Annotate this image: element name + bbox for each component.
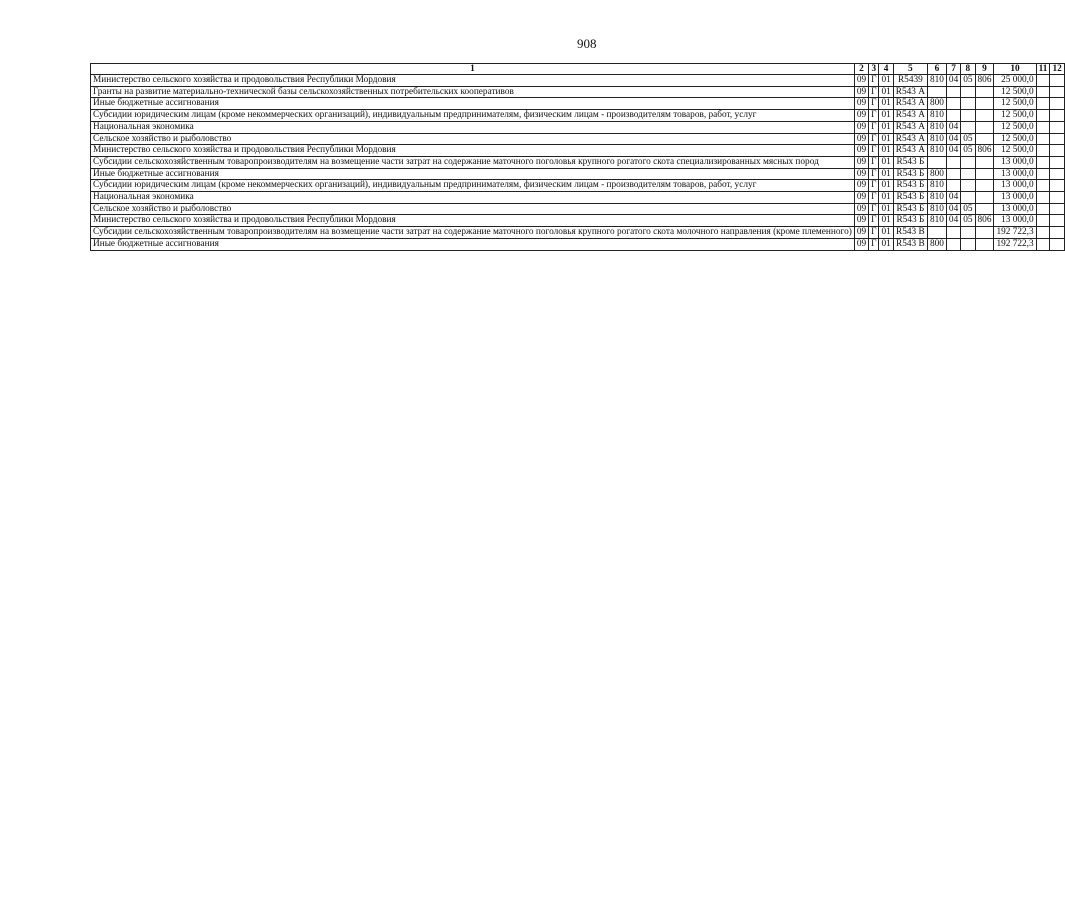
row-name: Субсидии юридическим лицам (кроме некоммерческих организаций), индивидуальным предпринимателям, физическим лицам - производителям товаров, работ, услуг <box>91 180 855 192</box>
col-2-cell: 09 <box>854 121 868 133</box>
col-9-cell <box>975 133 994 145</box>
col-2-cell: 09 <box>854 192 868 204</box>
col-4-cell: 01 <box>879 133 893 145</box>
col-3-cell: Г <box>869 145 879 157</box>
col-9-cell <box>975 238 994 250</box>
table-row <box>91 75 1065 87</box>
col-5-cell: R5439 <box>893 75 927 87</box>
col-4-cell: 01 <box>879 168 893 180</box>
table-row <box>91 121 1065 133</box>
col-9-cell: 806 <box>975 145 994 157</box>
col-4-cell: 01 <box>879 203 893 215</box>
col-11-cell <box>1036 215 1050 227</box>
col-4-cell: 01 <box>879 75 893 87</box>
row-name: Сельское хозяйство и рыболовство <box>91 133 855 145</box>
col-2-cell: 09 <box>854 133 868 145</box>
amount-cell: 12 500,0 <box>994 121 1036 133</box>
col-7-cell: 04 <box>946 192 960 204</box>
col-8-cell <box>961 86 975 98</box>
col-2-cell: 09 <box>854 203 868 215</box>
col-2-cell: 09 <box>854 75 868 87</box>
col-9-cell <box>975 156 994 168</box>
col-5-cell: R543 А <box>893 121 927 133</box>
col-6-cell <box>927 156 946 168</box>
col-9-cell <box>975 227 994 239</box>
col-6-cell: 810 <box>927 203 946 215</box>
col-6-cell <box>927 86 946 98</box>
col-8-cell <box>961 192 975 204</box>
amount-cell: 13 000,0 <box>994 156 1036 168</box>
col-header-2: 2 <box>854 64 868 75</box>
col-6-cell: 810 <box>927 145 946 157</box>
col-4-cell: 01 <box>879 145 893 157</box>
col-2-cell: 09 <box>854 215 868 227</box>
col-5-cell: R543 Б <box>893 180 927 192</box>
col-2-cell: 09 <box>854 98 868 110</box>
amount-cell: 13 000,0 <box>994 180 1036 192</box>
col-3-cell: Г <box>869 121 879 133</box>
col-4-cell: 01 <box>879 156 893 168</box>
table-row <box>91 203 1065 215</box>
col-header-12: 12 <box>1050 64 1064 75</box>
col-11-cell <box>1036 121 1050 133</box>
col-5-cell: R543 Б <box>893 203 927 215</box>
amount-cell: 12 500,0 <box>994 145 1036 157</box>
table-row <box>91 98 1065 110</box>
col-4-cell: 01 <box>879 227 893 239</box>
col-2-cell: 09 <box>854 145 868 157</box>
row-name: Гранты на развитие материально-технической базы сельскохозяйственных потребительских кооперативов <box>91 86 855 98</box>
row-name: Национальная экономика <box>91 121 855 133</box>
col-4-cell: 01 <box>879 215 893 227</box>
amount-cell: 13 000,0 <box>994 168 1036 180</box>
col-8-cell: 05 <box>961 75 975 87</box>
row-name: Министерство сельского хозяйства и продовольствия Республики Мордовия <box>91 75 855 87</box>
col-4-cell: 01 <box>879 98 893 110</box>
col-4-cell: 01 <box>879 238 893 250</box>
col-11-cell <box>1036 192 1050 204</box>
col-5-cell: R543 Б <box>893 168 927 180</box>
col-9-cell <box>975 121 994 133</box>
col-7-cell: 04 <box>946 75 960 87</box>
amount-cell: 192 722,3 <box>994 227 1036 239</box>
col-6-cell: 810 <box>927 192 946 204</box>
col-7-cell <box>946 110 960 122</box>
col-12-cell <box>1050 238 1064 250</box>
col-12-cell <box>1050 227 1064 239</box>
table-row <box>91 110 1065 122</box>
col-7-cell <box>946 98 960 110</box>
table-row <box>91 192 1065 204</box>
col-6-cell: 800 <box>927 168 946 180</box>
col-3-cell: Г <box>869 168 879 180</box>
col-9-cell: 806 <box>975 75 994 87</box>
col-11-cell <box>1036 86 1050 98</box>
col-6-cell <box>927 227 946 239</box>
col-header-9: 9 <box>975 64 994 75</box>
col-7-cell: 04 <box>946 145 960 157</box>
col-12-cell <box>1050 98 1064 110</box>
col-7-cell <box>946 180 960 192</box>
col-header-8: 8 <box>961 64 975 75</box>
col-11-cell <box>1036 180 1050 192</box>
col-3-cell: Г <box>869 227 879 239</box>
col-11-cell <box>1036 110 1050 122</box>
col-12-cell <box>1050 75 1064 87</box>
col-2-cell: 09 <box>854 156 868 168</box>
col-3-cell: Г <box>869 215 879 227</box>
col-11-cell <box>1036 227 1050 239</box>
amount-cell: 192 722,3 <box>994 238 1036 250</box>
col-12-cell <box>1050 145 1064 157</box>
col-7-cell <box>946 168 960 180</box>
col-3-cell: Г <box>869 156 879 168</box>
col-5-cell: R543 А <box>893 133 927 145</box>
col-8-cell <box>961 238 975 250</box>
col-12-cell <box>1050 215 1064 227</box>
col-8-cell <box>961 121 975 133</box>
col-6-cell: 810 <box>927 133 946 145</box>
table-row <box>91 156 1065 168</box>
col-8-cell <box>961 227 975 239</box>
col-3-cell: Г <box>869 133 879 145</box>
col-8-cell: 05 <box>961 203 975 215</box>
col-12-cell <box>1050 121 1064 133</box>
col-12-cell <box>1050 192 1064 204</box>
amount-cell: 13 000,0 <box>994 203 1036 215</box>
col-9-cell: 806 <box>975 215 994 227</box>
col-6-cell: 810 <box>927 180 946 192</box>
col-3-cell: Г <box>869 238 879 250</box>
col-5-cell: R543 В <box>893 238 927 250</box>
col-5-cell: R543 А <box>893 110 927 122</box>
amount-cell: 12 500,0 <box>994 110 1036 122</box>
col-7-cell <box>946 156 960 168</box>
col-5-cell: R543 В <box>893 227 927 239</box>
col-8-cell: 05 <box>961 145 975 157</box>
row-name: Субсидии сельскохозяйственным товаропроизводителям на возмещение части затрат на содержание маточного поголовья крупного рогатого скота молочного направления (кроме племенного) <box>91 227 855 239</box>
col-6-cell: 800 <box>927 238 946 250</box>
col-8-cell <box>961 110 975 122</box>
col-3-cell: Г <box>869 203 879 215</box>
col-2-cell: 09 <box>854 180 868 192</box>
col-3-cell: Г <box>869 110 879 122</box>
col-5-cell: R543 А <box>893 98 927 110</box>
col-5-cell: R543 Б <box>893 192 927 204</box>
budget-table <box>90 63 1065 251</box>
col-header-6: 6 <box>927 64 946 75</box>
col-5-cell: R543 Б <box>893 156 927 168</box>
col-header-10: 10 <box>994 64 1036 75</box>
col-5-cell: R543 А <box>893 145 927 157</box>
col-3-cell: Г <box>869 98 879 110</box>
col-8-cell <box>961 180 975 192</box>
col-header-11: 11 <box>1036 64 1050 75</box>
col-7-cell: 04 <box>946 121 960 133</box>
col-7-cell <box>946 227 960 239</box>
row-name: Министерство сельского хозяйства и продовольствия Республики Мордовия <box>91 145 855 157</box>
col-11-cell <box>1036 203 1050 215</box>
table-row <box>91 180 1065 192</box>
col-11-cell <box>1036 156 1050 168</box>
row-name: Национальная экономика <box>91 192 855 204</box>
col-8-cell <box>961 168 975 180</box>
col-8-cell <box>961 156 975 168</box>
amount-cell: 13 000,0 <box>994 215 1036 227</box>
col-9-cell <box>975 180 994 192</box>
col-5-cell: R543 Б <box>893 215 927 227</box>
col-9-cell <box>975 86 994 98</box>
col-8-cell: 05 <box>961 133 975 145</box>
col-11-cell <box>1036 75 1050 87</box>
col-9-cell <box>975 192 994 204</box>
col-12-cell <box>1050 203 1064 215</box>
col-9-cell <box>975 98 994 110</box>
row-name: Иные бюджетные ассигнования <box>91 238 855 250</box>
col-12-cell <box>1050 156 1064 168</box>
amount-cell: 25 000,0 <box>994 75 1036 87</box>
col-6-cell: 810 <box>927 121 946 133</box>
col-7-cell: 04 <box>946 133 960 145</box>
col-7-cell <box>946 86 960 98</box>
row-name: Иные бюджетные ассигнования <box>91 168 855 180</box>
col-3-cell: Г <box>869 180 879 192</box>
col-4-cell: 01 <box>879 86 893 98</box>
table-row <box>91 238 1065 250</box>
col-2-cell: 09 <box>854 110 868 122</box>
col-9-cell <box>975 110 994 122</box>
row-name: Министерство сельского хозяйства и продовольствия Республики Мордовия <box>91 215 855 227</box>
col-3-cell: Г <box>869 75 879 87</box>
col-11-cell <box>1036 145 1050 157</box>
table-row <box>91 145 1065 157</box>
header-row <box>91 64 1065 75</box>
col-header-5: 5 <box>893 64 927 75</box>
col-header-4: 4 <box>879 64 893 75</box>
col-4-cell: 01 <box>879 110 893 122</box>
table-row <box>91 86 1065 98</box>
col-2-cell: 09 <box>854 86 868 98</box>
col-11-cell <box>1036 238 1050 250</box>
row-name: Субсидии сельскохозяйственным товаропроизводителям на возмещение части затрат на содержание маточного поголовья крупного рогатого скота специализированных мясных пород <box>91 156 855 168</box>
col-3-cell: Г <box>869 86 879 98</box>
amount-cell: 12 500,0 <box>994 98 1036 110</box>
row-name: Иные бюджетные ассигнования <box>91 98 855 110</box>
amount-cell: 12 500,0 <box>994 133 1036 145</box>
table-row <box>91 227 1065 239</box>
amount-cell: 13 000,0 <box>994 192 1036 204</box>
page-number: 908 <box>577 36 597 51</box>
col-8-cell <box>961 98 975 110</box>
col-12-cell <box>1050 133 1064 145</box>
col-7-cell: 04 <box>946 203 960 215</box>
col-8-cell: 05 <box>961 215 975 227</box>
col-header-7: 7 <box>946 64 960 75</box>
col-12-cell <box>1050 168 1064 180</box>
amount-cell: 12 500,0 <box>994 86 1036 98</box>
col-header-1: 1 <box>91 64 855 75</box>
col-4-cell: 01 <box>879 121 893 133</box>
row-name: Субсидии юридическим лицам (кроме некоммерческих организаций), индивидуальным предпринимателям, физическим лицам - производителям товаров, работ, услуг <box>91 110 855 122</box>
col-4-cell: 01 <box>879 180 893 192</box>
col-11-cell <box>1036 168 1050 180</box>
col-5-cell: R543 А <box>893 86 927 98</box>
col-11-cell <box>1036 98 1050 110</box>
col-12-cell <box>1050 180 1064 192</box>
col-6-cell: 810 <box>927 215 946 227</box>
col-2-cell: 09 <box>854 238 868 250</box>
table-row <box>91 168 1065 180</box>
col-12-cell <box>1050 110 1064 122</box>
col-9-cell <box>975 203 994 215</box>
row-name: Сельское хозяйство и рыболовство <box>91 203 855 215</box>
table-row <box>91 133 1065 145</box>
col-7-cell: 04 <box>946 215 960 227</box>
col-11-cell <box>1036 133 1050 145</box>
col-2-cell: 09 <box>854 227 868 239</box>
col-6-cell: 800 <box>927 98 946 110</box>
col-9-cell <box>975 168 994 180</box>
col-7-cell <box>946 238 960 250</box>
col-header-3: 3 <box>869 64 879 75</box>
col-6-cell: 810 <box>927 110 946 122</box>
col-3-cell: Г <box>869 192 879 204</box>
col-12-cell <box>1050 86 1064 98</box>
col-2-cell: 09 <box>854 168 868 180</box>
table-row <box>91 215 1065 227</box>
col-4-cell: 01 <box>879 192 893 204</box>
col-6-cell: 810 <box>927 75 946 87</box>
